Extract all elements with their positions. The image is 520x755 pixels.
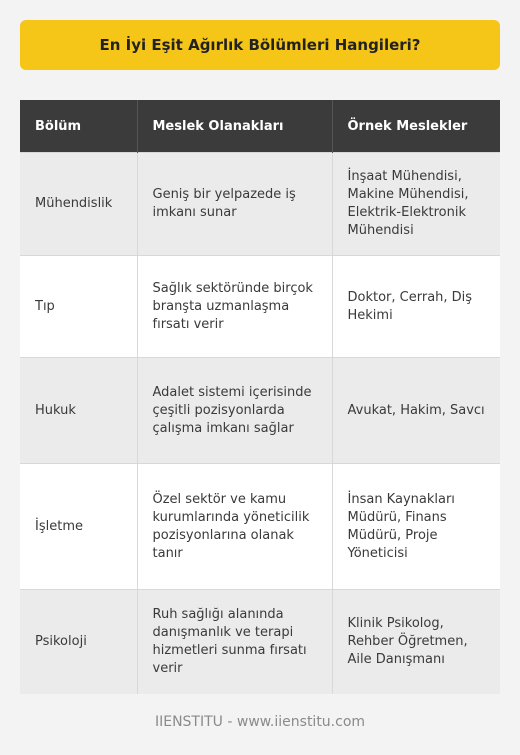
career-opportunities-cell: Geniş bir yelpazede iş imkanı sunar	[137, 153, 332, 256]
table-header-row	[20, 100, 500, 153]
table-row	[20, 590, 500, 695]
example-jobs-cell: Klinik Psikolog, Rehber Öğretmen, Aile Danışmanı	[332, 590, 500, 695]
title-banner	[20, 20, 500, 70]
career-opportunities-cell: Özel sektör ve kamu kurumlarında yöneticilik pozisyonlarına olanak tanır	[137, 464, 332, 590]
career-opportunities-cell: Ruh sağlığı alanında danışmanlık ve terapi hizmetleri sunma fırsatı verir	[137, 590, 332, 695]
example-jobs-cell: Avukat, Hakim, Savcı	[332, 358, 500, 464]
column-header-career-opportunities: Meslek Olanakları	[137, 100, 332, 153]
example-jobs-cell: İnşaat Mühendisi, Makine Mühendisi, Elektrik-Elektronik Mühendisi	[332, 153, 500, 256]
column-header-department: Bölüm	[20, 100, 137, 153]
table-row	[20, 153, 500, 256]
departments-table	[20, 100, 500, 694]
department-cell: Mühendislik	[20, 153, 137, 256]
career-opportunities-cell: Adalet sistemi içerisinde çeşitli pozisyonlarda çalışma imkanı sağlar	[137, 358, 332, 464]
table-row	[20, 256, 500, 358]
department-cell: Tıp	[20, 256, 137, 358]
example-jobs-cell: İnsan Kaynakları Müdürü, Finans Müdürü, Proje Yöneticisi	[332, 464, 500, 590]
department-cell: Psikoloji	[20, 590, 137, 695]
table-row	[20, 358, 500, 464]
department-cell: İşletme	[20, 464, 137, 590]
department-cell: Hukuk	[20, 358, 137, 464]
page-title: En İyi Eşit Ağırlık Bölümleri Hangileri?	[99, 36, 421, 54]
example-jobs-cell: Doktor, Cerrah, Diş Hekimi	[332, 256, 500, 358]
footer-credit: IIENSTITU - www.iienstitu.com	[154, 714, 366, 730]
career-opportunities-cell: Sağlık sektöründe birçok branşta uzmanlaşma fırsatı verir	[137, 256, 332, 358]
column-header-example-jobs: Örnek Meslekler	[332, 100, 500, 153]
table-row	[20, 464, 500, 590]
